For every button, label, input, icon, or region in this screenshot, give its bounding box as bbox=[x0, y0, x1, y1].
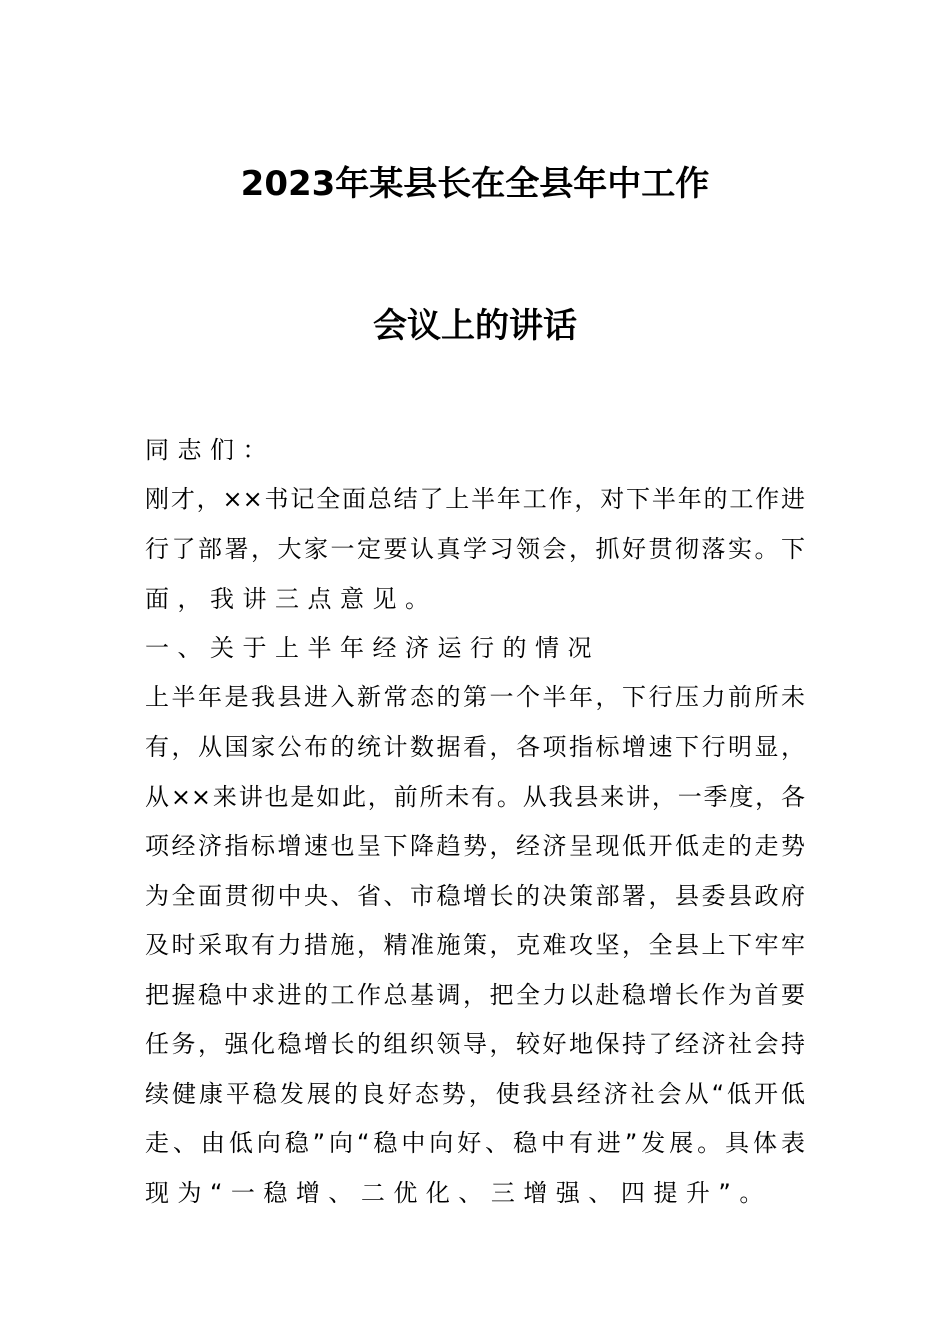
body-line: 上半年是我县进入新常态的第一个半年，下行压力前所未 bbox=[145, 683, 805, 711]
body-line: 把握稳中求进的工作总基调，把全力以赴稳增长作为首要 bbox=[145, 981, 805, 1009]
body-line: 现为“一稳增、二优化、三增强、四提升”。 bbox=[145, 1179, 772, 1207]
body-line: 从××来讲也是如此，前所未有。从我县来讲，一季度，各 bbox=[145, 783, 805, 811]
body-line: 面，我讲三点意见。 bbox=[145, 585, 438, 613]
body-line: 有，从国家公布的统计数据看，各项指标增速下行明显， bbox=[145, 733, 805, 761]
section-heading: 一、关于上半年经济运行的情况 bbox=[145, 634, 600, 662]
body-line: 任务，强化稳增长的组织领导，较好地保持了经济社会持 bbox=[145, 1030, 805, 1058]
body-line: 续健康平稳发展的良好态势，使我县经济社会从“低开低 bbox=[145, 1080, 805, 1108]
body-line: 项经济指标增速也呈下降趋势，经济呈现低开低走的走势 bbox=[145, 832, 805, 860]
body-line: 及时采取有力措施，精准施策，克难攻坚，全县上下牢牢 bbox=[145, 931, 805, 959]
document-title-line-1: 2023年某县长在全县年中工作 bbox=[240, 164, 710, 204]
body-line: 为全面贯彻中央、省、市稳增长的决策部署，县委县政府 bbox=[145, 882, 805, 910]
body-line: 行了部署，大家一定要认真学习领会，抓好贯彻落实。下 bbox=[145, 535, 805, 563]
salutation: 同志们： bbox=[145, 436, 275, 464]
body-line: 刚才，××书记全面总结了上半年工作，对下半年的工作进 bbox=[145, 485, 805, 513]
body-line: 走、由低向稳”向“稳中向好、稳中有进”发展。具体表 bbox=[145, 1129, 805, 1157]
document-title-line-2: 会议上的讲话 bbox=[373, 306, 577, 346]
